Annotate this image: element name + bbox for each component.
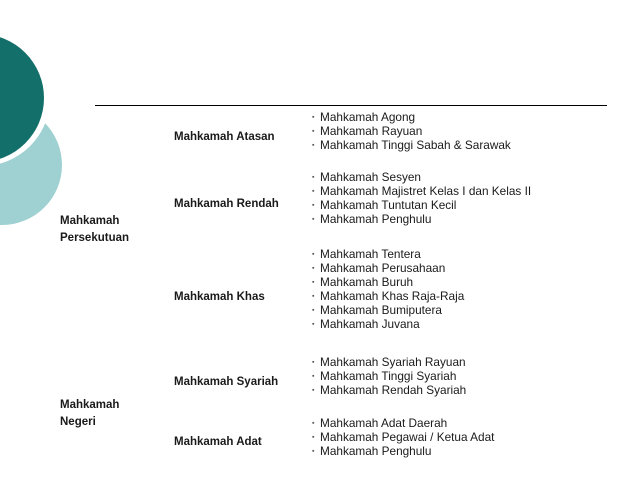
list-item: ▪ Mahkamah Rendah Syariah xyxy=(312,383,467,397)
bullet-icon: ▪ xyxy=(312,114,315,121)
level-label-line: Mahkamah xyxy=(60,215,120,227)
level-label-line: Mahkamah xyxy=(60,399,120,411)
list-item: ▪ Mahkamah Penghulu xyxy=(312,444,432,458)
court-adat-list xyxy=(312,416,494,458)
header-rule xyxy=(95,105,607,106)
list-item: ▪ Mahkamah Tentera xyxy=(312,247,421,261)
bullet-icon: ▪ xyxy=(312,434,315,441)
bullet-icon: ▪ xyxy=(312,359,315,366)
level-label-line: Persekutuan xyxy=(60,232,130,244)
list-item: ▪ Mahkamah Penghulu xyxy=(312,212,432,226)
list-item: ▪ Mahkamah Tuntutan Kecil xyxy=(312,198,457,212)
list-item: ▪ Mahkamah Buruh xyxy=(312,275,414,289)
level-label-persekutuan xyxy=(60,213,160,247)
bullet-icon: ▪ xyxy=(312,420,315,427)
bullet-icon: ▪ xyxy=(312,216,315,223)
level-label-line: Negeri xyxy=(60,416,96,428)
list-item: ▪ Mahkamah Tinggi Sabah & Sarawak xyxy=(312,138,511,152)
bullet-icon: ▪ xyxy=(312,188,315,195)
court-atasan-list xyxy=(312,110,511,152)
bullet-icon: ▪ xyxy=(312,142,315,149)
court-atasan: Mahkamah Atasan xyxy=(174,131,275,143)
bullet-icon: ▪ xyxy=(312,448,315,455)
bullet-icon: ▪ xyxy=(312,293,315,300)
court-syariah-list xyxy=(312,355,466,397)
level-label-negeri xyxy=(60,397,160,431)
court-syariah: Mahkamah Syariah xyxy=(174,376,279,388)
bullet-icon: ▪ xyxy=(312,202,315,209)
bullet-icon: ▪ xyxy=(312,279,315,286)
bullet-icon: ▪ xyxy=(312,128,315,135)
bullet-icon: ▪ xyxy=(312,387,315,394)
bullet-icon: ▪ xyxy=(312,373,315,380)
list-item: ▪ Mahkamah Khas Raja-Raja xyxy=(312,289,465,303)
list-item: ▪ Mahkamah Agong xyxy=(312,110,416,124)
list-item: ▪ Mahkamah Rayuan xyxy=(312,124,423,138)
list-item: ▪ Mahkamah Tinggi Syariah xyxy=(312,369,457,383)
bullet-icon: ▪ xyxy=(312,321,315,328)
court-khas: Mahkamah Khas xyxy=(174,291,265,303)
list-item: ▪ Mahkamah Sesyen xyxy=(312,170,421,184)
court-adat: Mahkamah Adat xyxy=(174,436,262,448)
bullet-icon: ▪ xyxy=(312,251,315,258)
list-item: ▪ Mahkamah Pegawai / Ketua Adat xyxy=(312,430,495,444)
list-item: ▪ Mahkamah Perusahaan xyxy=(312,261,446,275)
bullet-icon: ▪ xyxy=(312,174,315,181)
list-item: ▪ Mahkamah Juvana xyxy=(312,317,420,331)
court-rendah-list xyxy=(312,170,531,226)
court-khas-list xyxy=(312,247,464,331)
list-item: ▪ Mahkamah Bumiputera xyxy=(312,303,442,317)
list-item: ▪ Mahkamah Adat Daerah xyxy=(312,416,448,430)
list-item: ▪ Mahkamah Syariah Rayuan xyxy=(312,355,466,369)
court-rendah: Mahkamah Rendah xyxy=(174,198,279,210)
list-item: ▪ Mahkamah Majistret Kelas I dan Kelas II xyxy=(312,184,532,198)
bullet-icon: ▪ xyxy=(312,307,315,314)
bullet-icon: ▪ xyxy=(312,265,315,272)
